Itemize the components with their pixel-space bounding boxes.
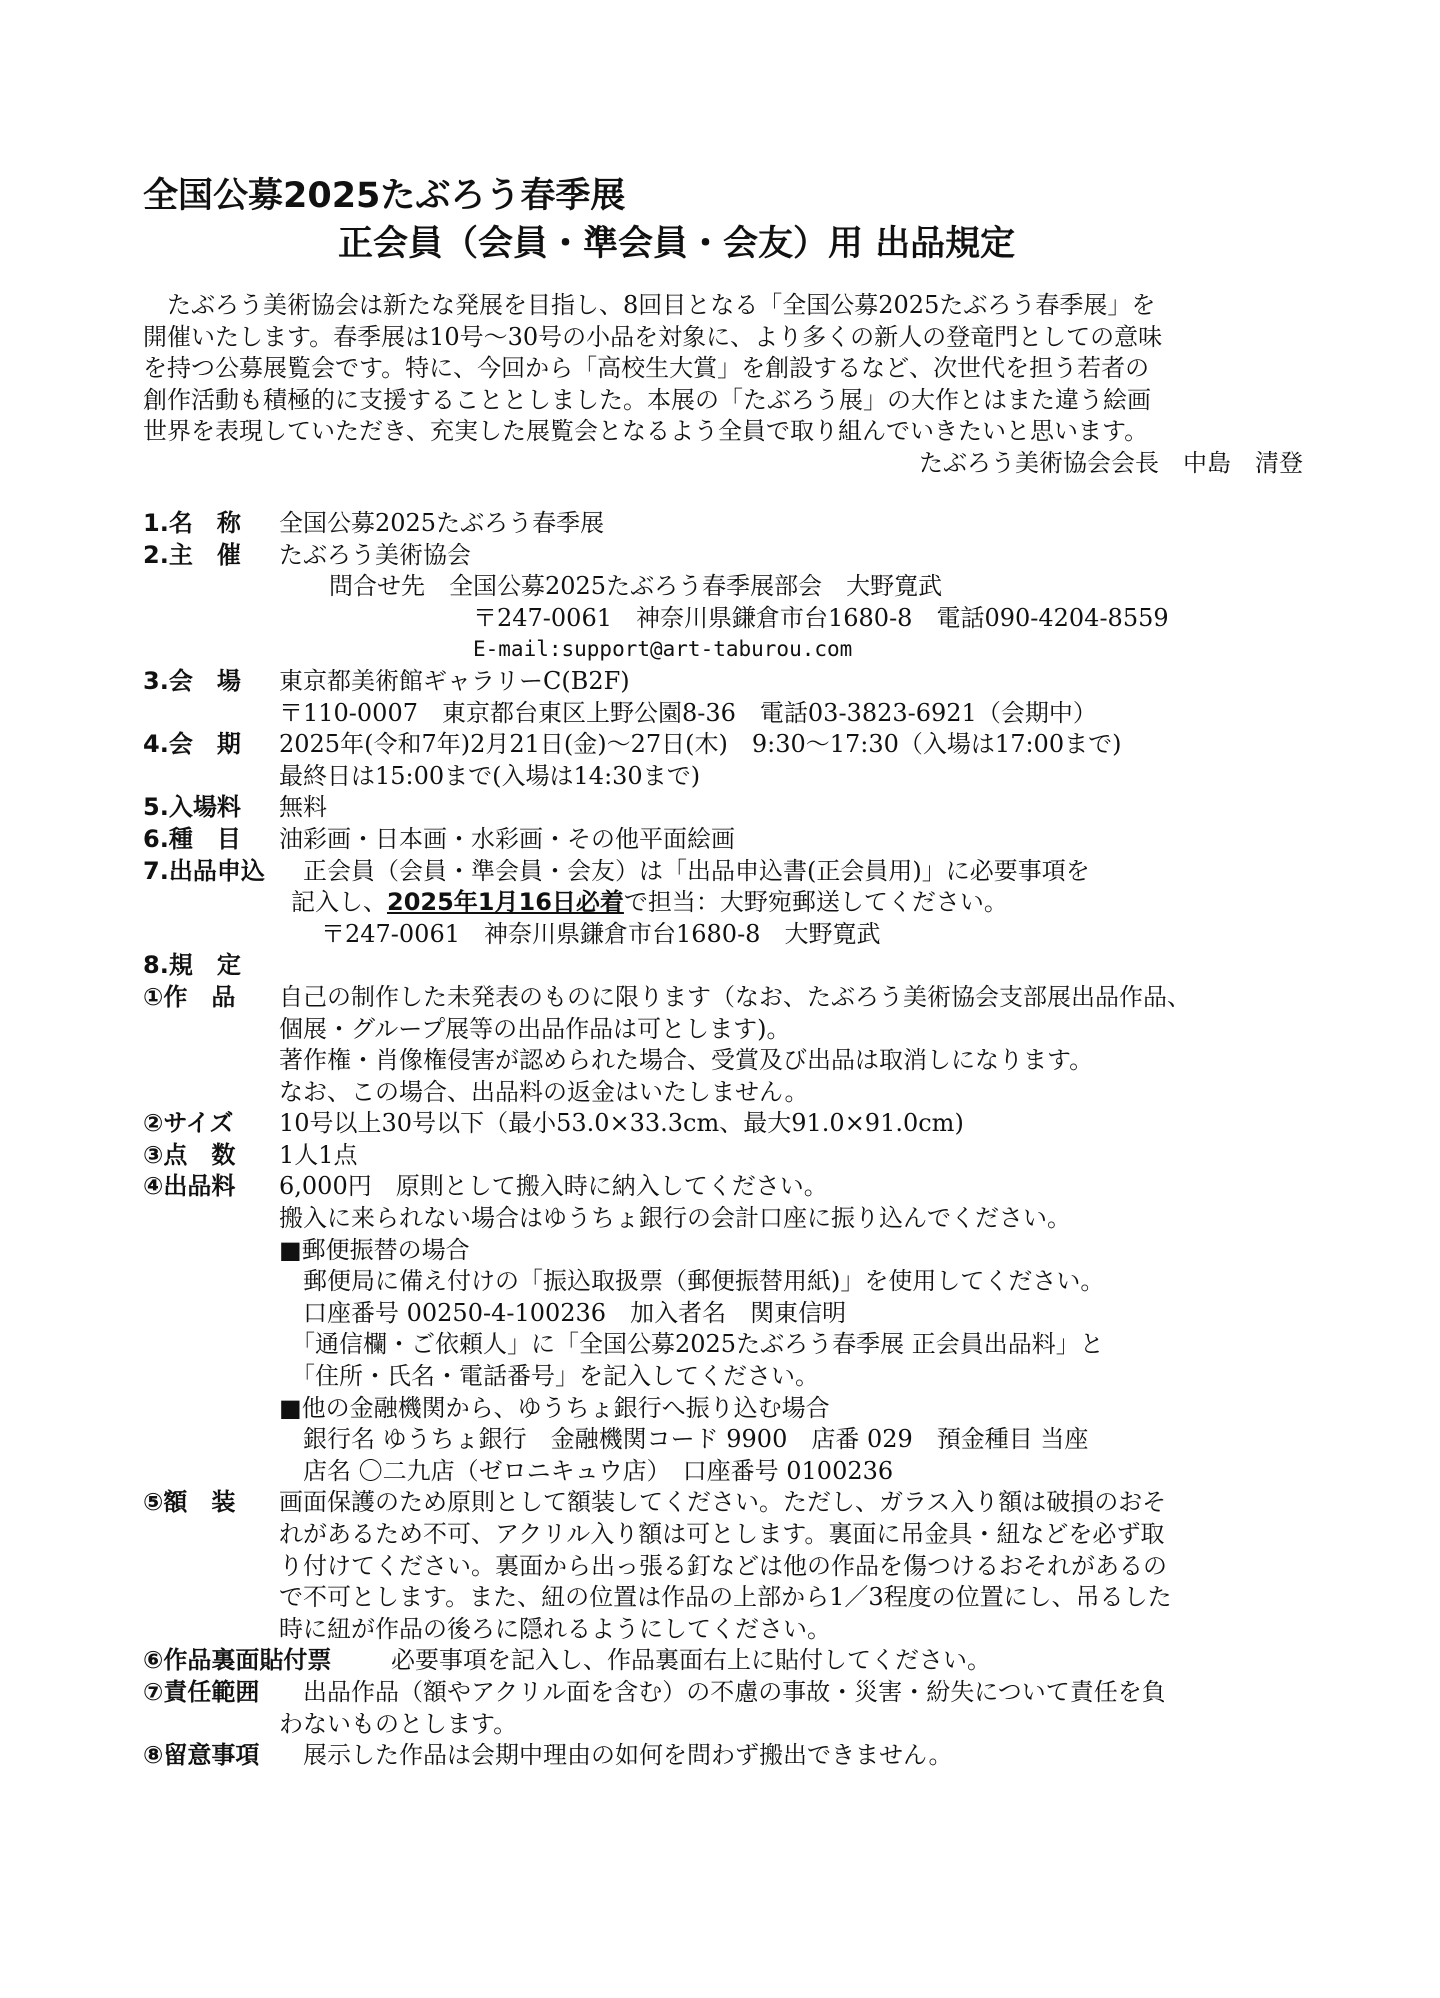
- rule-work-cont: [143, 1077, 1303, 1109]
- intro-signature: たぶろう美術協会会長 中島 清登: [919, 448, 1303, 477]
- rule-frame-label: ⑤額 装: [143, 1488, 236, 1517]
- item-name-value: 全国公募2025たぶろう春季展: [279, 509, 605, 537]
- item-name-label: 1.名 称: [143, 509, 241, 537]
- item-venue-value: 東京都美術館ギャラリーC(B2F): [279, 666, 630, 695]
- host-contact-address-text: 〒247-0061 神奈川県鎌倉市台1680-8 電話090-4204-8559: [473, 603, 1169, 632]
- rule-liability: [143, 1677, 1303, 1709]
- venue-address: [143, 698, 1303, 730]
- rule-fee-line: ■他の金融機関から、ゆうちょ銀行へ振り込む場合: [279, 1393, 830, 1422]
- rule-fee-cont: [143, 1361, 1303, 1393]
- intro-line: たぶろう美術協会は新たな発展を目指し、8回目となる「全国公募2025たぶろう春季展」を: [143, 291, 1156, 319]
- item-period-label: 4.会 期: [143, 730, 241, 759]
- application-deadline-line: [143, 887, 1303, 919]
- rule-fee-cont: [143, 1235, 1303, 1267]
- rule-fee-cont: [143, 1424, 1303, 1456]
- rule-frame-cont: [143, 1519, 1303, 1551]
- rule-count-label: ③点 数: [143, 1140, 236, 1169]
- rule-fee-line: 郵便局に備え付けの「振込取扱票（郵便振替用紙)」を使用してください。: [279, 1267, 1105, 1296]
- rule-fee-line: 搬入に来られない場合はゆうちょ銀行の会計口座に振り込んでください。: [279, 1204, 1071, 1233]
- item-admission: [143, 792, 1303, 824]
- rule-size: [143, 1108, 1303, 1140]
- item-host: [143, 540, 1303, 572]
- rule-work-line: 自己の制作した未発表のものに限ります（なお、たぶろう美術協会支部展出品作品、: [279, 982, 1191, 1011]
- rule-work-label: ①作 品: [143, 982, 236, 1011]
- application-deadline-wrap: [291, 887, 1008, 919]
- rule-fee-line: ■郵便振替の場合: [279, 1235, 470, 1264]
- rule-work: [143, 982, 1303, 1014]
- application-line2-pre: 記入し、: [291, 888, 387, 917]
- rule-fee-line: 6,000円 原則として搬入時に納入してください。: [279, 1172, 828, 1201]
- rules-list: [143, 508, 1303, 1772]
- application-address: [143, 919, 1303, 951]
- item-rules: [143, 950, 1303, 982]
- application-address-text: 〒247-0061 神奈川県鎌倉市台1680-8 大野寛武: [321, 919, 881, 948]
- rule-frame: [143, 1487, 1303, 1519]
- item-category-value: 油彩画・日本画・水彩画・その他平面絵画: [279, 824, 735, 853]
- rule-liability-value: 出品作品（額やアクリル面を含む）の不慮の事故・災害・紛失について責任を負: [303, 1677, 1166, 1706]
- rule-work-line: 個展・グループ展等の出品作品は可とします)。: [279, 1014, 791, 1043]
- rule-frame-cont: [143, 1551, 1303, 1583]
- rule-label-sheet-label: ⑥作品裏面貼付票: [143, 1646, 332, 1675]
- item-category-label: 6.種 目: [143, 824, 241, 853]
- rule-work-cont: [143, 1045, 1303, 1077]
- host-email-text: E-mail:support@art-taburou.com: [473, 637, 853, 662]
- rule-size-value: 10号以上30号以下（最小53.0×33.3cm、最大91.0×91.0cm): [279, 1109, 964, 1138]
- item-category: [143, 824, 1303, 856]
- rule-fee-line: 「通信欄・ご依頼人」に「全国公募2025たぶろう春季展 正会員出品料」と: [279, 1330, 1104, 1359]
- rule-fee-line: 店名 〇二九店（ゼロニキュウ店） 口座番号 0100236: [279, 1456, 894, 1485]
- rule-label-sheet-value: 必要事項を記入し、作品裏面右上に貼付してください。: [391, 1646, 991, 1675]
- item-rules-label: 8.規 定: [143, 951, 241, 980]
- rule-fee-line: 口座番号 00250-4-100236 加入者名 関東信明: [279, 1298, 847, 1327]
- host-contact-address: [143, 603, 1303, 635]
- rule-work-cont: [143, 1014, 1303, 1046]
- intro-paragraph: [143, 290, 1303, 479]
- period-last-day: [143, 761, 1303, 793]
- rule-frame-cont: [143, 1614, 1303, 1646]
- period-last-day-text: 最終日は15:00まで(入場は14:30まで): [279, 761, 701, 790]
- rule-fee-cont: [143, 1329, 1303, 1361]
- rule-fee-line: 「住所・氏名・電話番号」を記入してください。: [279, 1362, 819, 1391]
- intro-line: 世界を表現していただき、充実した展覧会となるよう全員で取り組んでいきたいと思います。: [143, 417, 1149, 445]
- rule-notes: [143, 1740, 1303, 1772]
- rule-frame-line: 時に紐が作品の後ろに隠れるようにしてください。: [279, 1614, 831, 1643]
- application-deadline: 2025年1月16日必着: [387, 888, 624, 917]
- rule-work-line: 著作権・肖像権侵害が認められた場合、受賞及び出品は取消しになります。: [279, 1046, 1094, 1075]
- rule-fee-cont: [143, 1266, 1303, 1298]
- rule-size-label: ②サイズ: [143, 1109, 234, 1138]
- item-host-value: たぶろう美術協会: [279, 540, 471, 569]
- rule-fee-line: 銀行名 ゆうちょ銀行 金融機関コード 9900 店番 029 預金種目 当座: [279, 1425, 1089, 1454]
- rule-fee-cont: [143, 1393, 1303, 1425]
- rule-frame-line: 画面保護のため原則として額装してください。ただし、ガラス入り額は破損のおそ: [279, 1488, 1167, 1517]
- rule-fee-cont: [143, 1456, 1303, 1488]
- item-host-label: 2.主 催: [143, 540, 241, 569]
- rule-liability-cont: [143, 1709, 1303, 1741]
- rule-notes-label: ⑧留意事項: [143, 1741, 260, 1770]
- item-application-value: 正会員（会員・準会員・会友）は「出品申込書(正会員用)」に必要事項を: [303, 856, 1090, 885]
- item-name: [143, 508, 1303, 540]
- application-line2-post: で担当：大野宛郵送してください。: [623, 888, 1008, 917]
- document-title: 全国公募2025たぶろう春季展: [143, 176, 626, 216]
- item-period: [143, 729, 1303, 761]
- rule-fee-label: ④出品料: [143, 1172, 236, 1201]
- item-admission-label: 5.入場料: [143, 793, 241, 822]
- rule-fee-cont: [143, 1298, 1303, 1330]
- item-venue-label: 3.会 場: [143, 666, 241, 695]
- rule-fee-cont: [143, 1203, 1303, 1235]
- item-application-label: 7.出品申込: [143, 856, 265, 885]
- intro-line: 創作活動も積極的に支援することとしました。本展の「たぶろう展」の大作とはまた違う絵画: [143, 385, 1151, 414]
- rule-liability-value2: わないものとします。: [279, 1709, 518, 1738]
- item-application: [143, 856, 1303, 888]
- item-period-value: 2025年(令和7年)2月21日(金)〜27日(木) 9:30〜17:30（入場は17:00まで): [279, 730, 1122, 759]
- rule-count: [143, 1140, 1303, 1172]
- rule-frame-line: れがあるため不可、アクリル入り額は可とします。裏面に吊金具・紐などを必ず取: [279, 1520, 1165, 1548]
- rule-frame-cont: [143, 1582, 1303, 1614]
- venue-address-text: 〒110-0007 東京都台東区上野公園8-36 電話03-3823-6921（会期中）: [279, 698, 1097, 727]
- rule-work-line: なお、この場合、出品料の返金はいたしません。: [279, 1077, 809, 1106]
- rule-frame-line: で不可とします。また、紐の位置は作品の上部から1／3程度の位置にし、吊るした: [279, 1583, 1172, 1612]
- item-admission-value: 無料: [279, 793, 327, 822]
- intro-line: を持つ公募展覧会です。特に、今回から「高校生大賞」を創設するなど、次世代を担う若者の: [143, 354, 1150, 382]
- host-contact-email: [143, 634, 1303, 666]
- rule-frame-line: り付けてください。裏面から出っ張る釘などは他の作品を傷つけるおそれがあるの: [279, 1551, 1167, 1580]
- rule-fee: [143, 1171, 1303, 1203]
- rule-liability-label: ⑦責任範囲: [143, 1677, 260, 1706]
- host-contact-text: 問合せ先 全国公募2025たぶろう春季展部会 大野寛武: [329, 572, 943, 601]
- document-subtitle: 正会員（会員・準会員・会友）用 出品規定: [338, 224, 1016, 264]
- rule-count-value: 1人1点: [279, 1140, 358, 1169]
- host-contact: [143, 571, 1303, 603]
- rule-notes-value: 展示した作品は会期中理由の如何を問わず搬出できません。: [303, 1741, 953, 1770]
- item-venue: [143, 666, 1303, 698]
- rule-label-sheet: [143, 1645, 1303, 1677]
- intro-line: 開催いたします。春季展は10号〜30号の小品を対象に、より多くの新人の登竜門としての意味: [143, 322, 1163, 351]
